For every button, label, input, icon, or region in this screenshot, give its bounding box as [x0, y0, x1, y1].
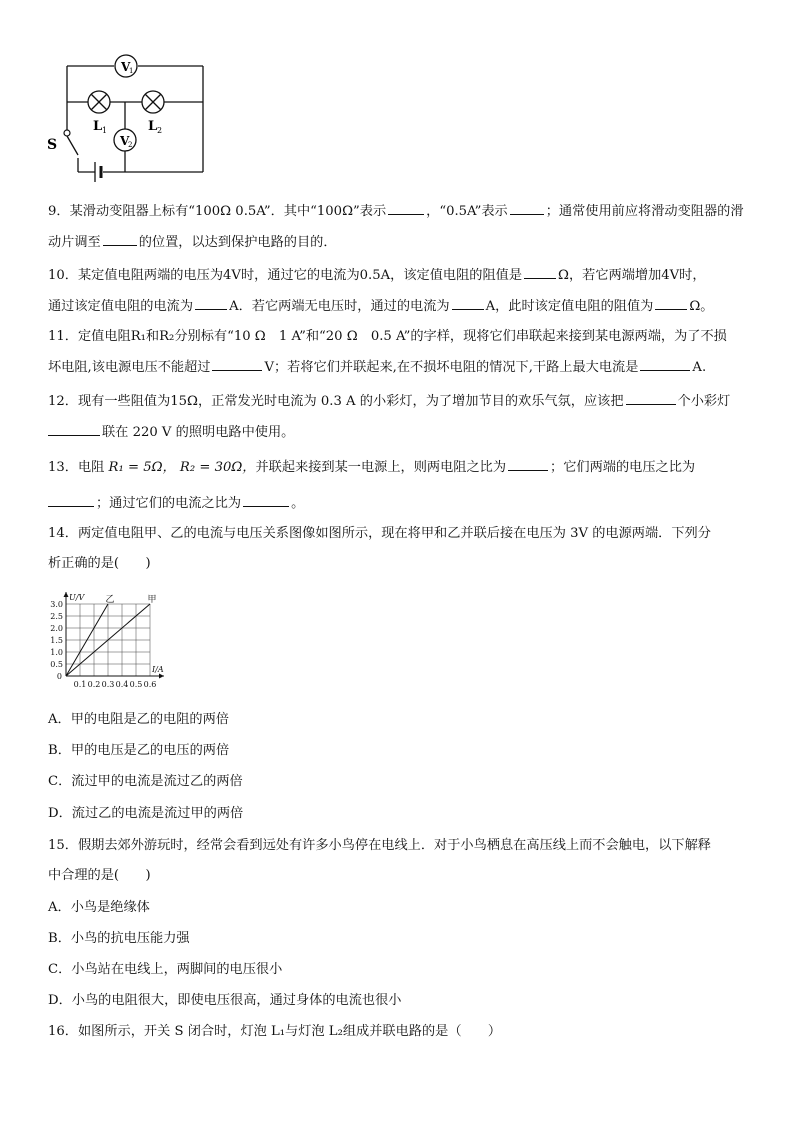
x-tick-label: 0.3	[101, 680, 115, 689]
x-tick-label: 0.1	[73, 680, 87, 689]
q14-line2	[48, 554, 151, 574]
x-axis-arrow	[159, 674, 164, 679]
q9-text-d: 动片调至	[48, 235, 101, 250]
q11-blank-1[interactable]	[212, 356, 262, 371]
q15-text-a: 15．假期去郊外游玩时，经常会看到远处有许多小鸟停在电线上．对于小鸟栖息在高压线上而不会触电，以下解释	[48, 838, 711, 853]
q9-blank-1[interactable]	[388, 200, 424, 215]
q9-blank-2[interactable]	[510, 200, 544, 215]
x-tick-label: 0.6	[143, 680, 157, 689]
q13-line2	[48, 492, 304, 514]
q9-line1	[48, 200, 744, 222]
q13-r2: R₂ = 30Ω，	[179, 460, 256, 475]
q14-text-a: 14．两定值电阻甲、乙的电流与电压关系图像如图所示，现在将甲和乙并联后接在电压为 3V 的电源两端．下列分	[48, 526, 711, 541]
q10-text-d: A．若它两端无电压时，通过的电流为	[229, 299, 450, 314]
q10-line2	[48, 295, 714, 317]
q13-text-e: 。	[291, 496, 305, 511]
q9-blank-3[interactable]	[103, 231, 137, 246]
q9-text-e: 的位置，以达到保护电路的目的．	[138, 235, 337, 250]
q10-line1	[48, 264, 706, 286]
q11-text-b: 坏电阻,该电源电压不能超过	[48, 360, 211, 375]
switch-contact	[64, 130, 70, 136]
lamp-l2	[142, 91, 164, 113]
l1-label: L	[93, 119, 103, 134]
q9-text-c: ；通常使用前应将滑动变阻器的滑	[545, 204, 744, 219]
y-tick-label: 1.5	[50, 636, 63, 645]
q9-text-b: ，“0.5A”表示	[426, 204, 508, 219]
series-label-1: 乙	[105, 595, 115, 605]
q15-line2	[48, 866, 151, 886]
lamp-l1	[88, 91, 110, 113]
q10-text-f: Ω。	[689, 299, 714, 314]
l2-label: L	[148, 119, 158, 134]
q11-blank-2[interactable]	[640, 356, 690, 371]
q10-blank-2[interactable]	[195, 295, 227, 310]
series-label-2: 甲	[147, 595, 157, 605]
u-i-chart	[44, 588, 174, 694]
l2-sub: 2	[157, 126, 163, 135]
q12-line2	[48, 421, 294, 443]
q11-text-a: 11．定值电阻R₁和R₂分别标有“10 Ω 1 A”和“20 Ω 0.5 A”的字样，现将它们串联起来接到某电源两端，为了不损	[48, 329, 727, 344]
q15-option-d[interactable]: D．小鸟的电阻很大，即使电压很高，通过身体的电流也很小	[48, 993, 402, 1008]
q12-line1	[48, 390, 730, 412]
q12-text-b: 个小彩灯	[677, 394, 731, 409]
y-tick-label: 0.5	[50, 660, 63, 669]
q13-blank-3[interactable]	[243, 492, 289, 507]
q15-option-a[interactable]: A．小鸟是绝缘体	[48, 900, 150, 915]
q13-r1: R₁ = 5Ω，	[108, 460, 176, 475]
v1-label: V	[121, 60, 131, 74]
q12-blank-2[interactable]	[48, 421, 100, 436]
q10-blank-1[interactable]	[524, 264, 556, 279]
x-tick-label: 0.4	[115, 680, 129, 689]
x-axis-label: I/A	[152, 665, 164, 674]
q16-line1	[48, 1022, 501, 1042]
q11-line2	[48, 356, 706, 378]
x-tick-label: 0.5	[129, 680, 143, 689]
q14-option-d[interactable]: D．流过乙的电流是流过甲的两倍	[48, 806, 244, 821]
q10-text-b: Ω，若它两端增加4V时，	[558, 268, 706, 283]
q13-text-a: 13．电阻	[48, 460, 105, 475]
q11-text-d: A.	[692, 360, 707, 375]
y-tick-label: 2.0	[50, 624, 63, 633]
y-axis-label: U/V	[69, 593, 85, 602]
q13-line1	[48, 456, 695, 478]
q10-text-e: A，此时该定值电阻的阻值为	[485, 299, 654, 314]
q13-text-c: ；它们两端的电压之比为	[550, 460, 696, 475]
q15-text-b: 中合理的是( )	[48, 868, 151, 883]
y-tick-label: 2.5	[50, 612, 63, 621]
switch-label: S	[47, 137, 58, 153]
v2-label: V	[120, 134, 130, 148]
q9-text-a: 9．某滑动变阻器上标有“100Ω 0.5A”．其中“100Ω”表示	[48, 204, 387, 219]
q14-text-b: 析正确的是( )	[48, 556, 151, 571]
q10-blank-4[interactable]	[655, 295, 687, 310]
q12-blank-1[interactable]	[626, 390, 676, 405]
q11-line1	[48, 327, 727, 347]
q13-text-d: ；通过它们的电流之比为	[96, 496, 242, 511]
q14-option-a[interactable]: A．甲的电阻是乙的电阻的两倍	[48, 712, 229, 727]
q13-text-b: 并联起来接到某一电源上，则两电阻之比为	[255, 460, 507, 475]
q15-line1	[48, 836, 711, 856]
q14-line1	[48, 524, 711, 544]
q12-text-c: 联在 220 V 的照明电路中使用。	[102, 425, 295, 440]
q13-blank-2[interactable]	[48, 492, 94, 507]
q10-blank-3[interactable]	[452, 295, 484, 310]
q10-text-c: 通过该定值电阻的电流为	[48, 299, 194, 314]
y-tick-label: 1.0	[50, 648, 63, 657]
q14-option-b[interactable]: B．甲的电压是乙的电压的两倍	[48, 743, 230, 758]
origin-label: 0	[56, 672, 62, 681]
q9-line2	[48, 231, 337, 253]
q10-text-a: 10．某定值电阻两端的电压为4V时，通过它的电流为0.5A，该定值电阻的阻值是	[48, 268, 523, 283]
l1-sub: 1	[102, 126, 108, 135]
v2-sub: 2	[128, 141, 133, 149]
v1-sub: 1	[129, 67, 134, 75]
q15-option-c[interactable]: C．小鸟站在电线上，两脚间的电压很小	[48, 962, 283, 977]
q11-text-c: V；若将它们并联起来,在不损坏电阻的情况下,干路上最大电流是	[264, 360, 639, 375]
circuit-diagram	[40, 52, 220, 192]
q14-option-c[interactable]: C．流过甲的电流是流过乙的两倍	[48, 774, 243, 789]
q13-blank-1[interactable]	[508, 456, 548, 471]
q15-option-b[interactable]: B．小鸟的抗电压能力强	[48, 931, 190, 946]
q16-text-a: 16．如图所示，开关 S 闭合时，灯泡 L₁与灯泡 L₂组成并联电路的是（ ）	[48, 1024, 502, 1039]
y-tick-label: 3.0	[50, 600, 63, 609]
q12-text-a: 12．现有一些阻值为15Ω，正常发光时电流为 0.3 A 的小彩灯，为了增加节目的欢乐气氛，应该把	[48, 394, 624, 409]
x-tick-label: 0.2	[87, 680, 101, 689]
y-axis-arrow	[64, 592, 69, 597]
